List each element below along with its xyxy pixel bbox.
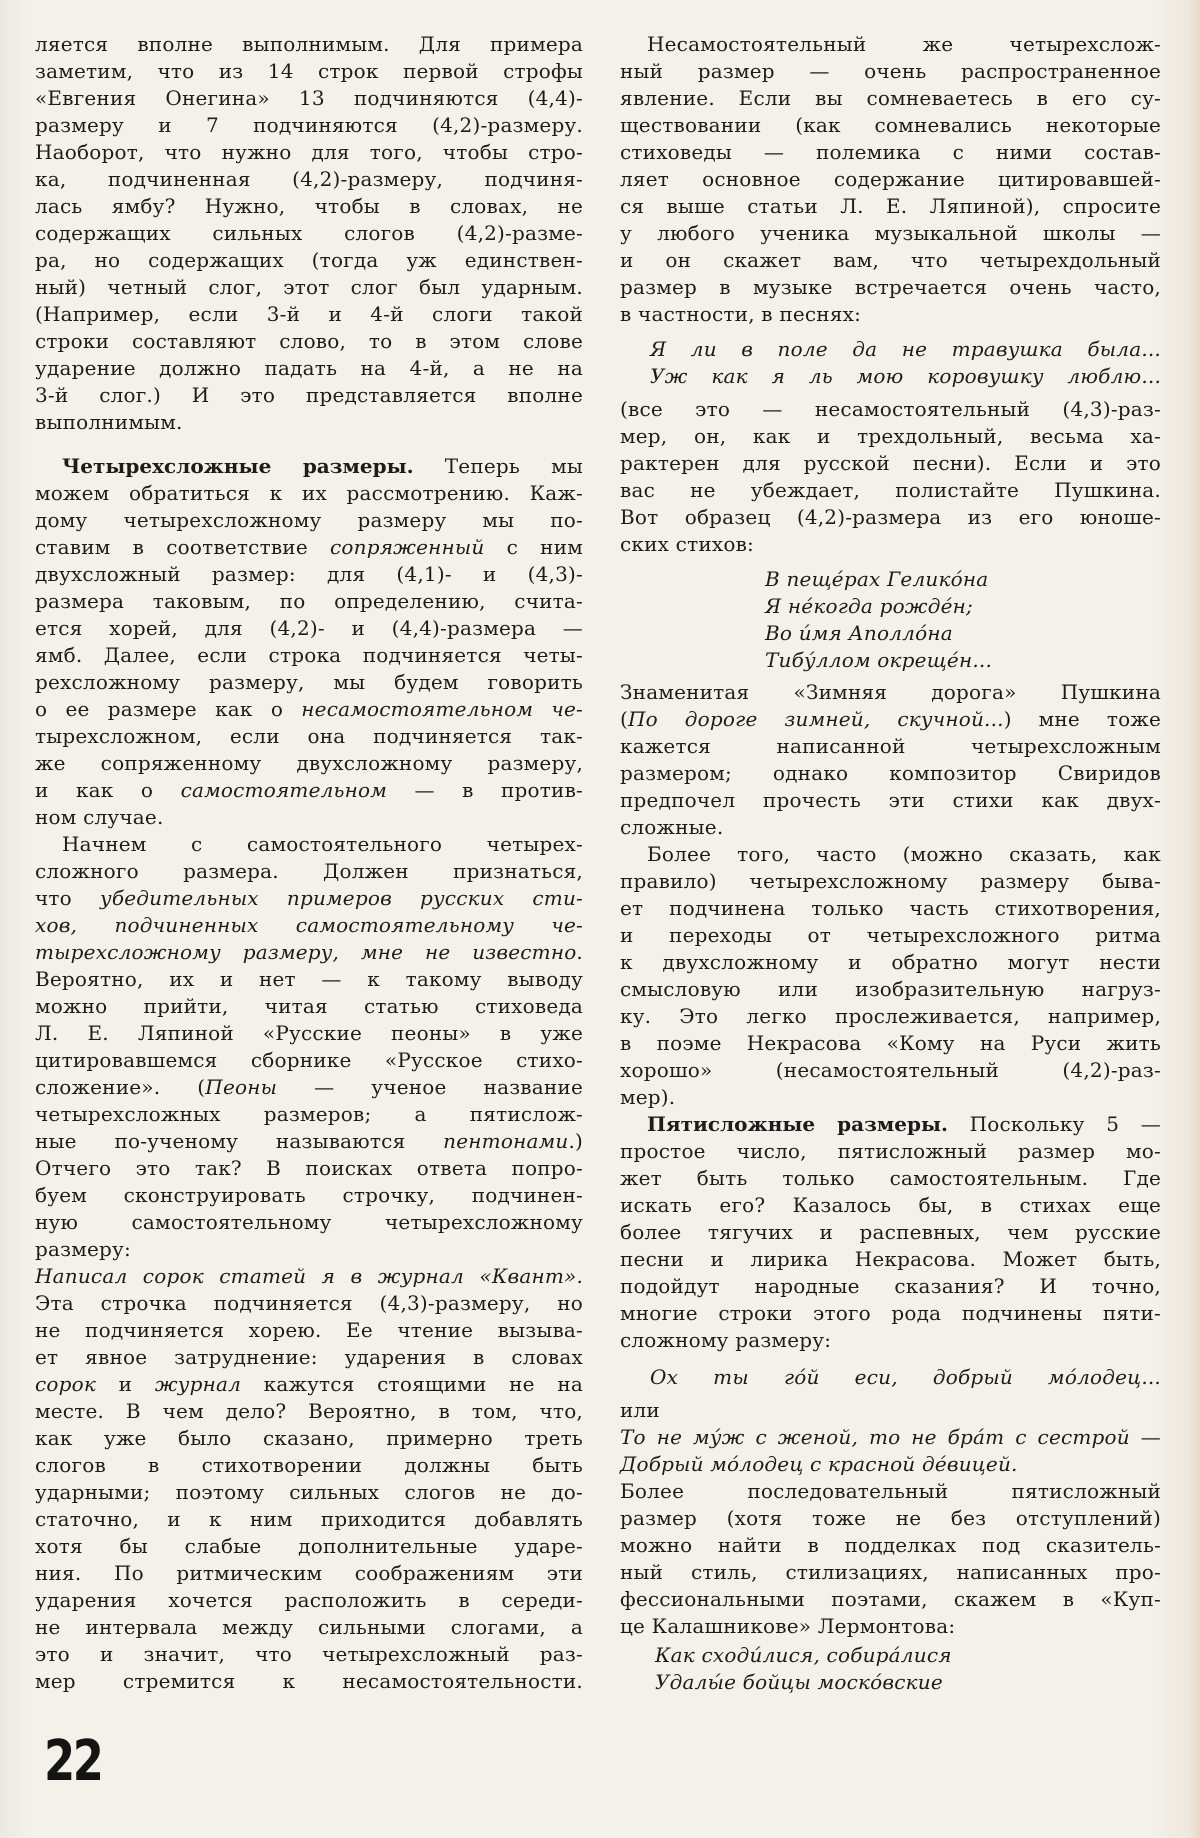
text-line: ударения хочется расположить в середи- [35,1588,583,1612]
text-line: мер). [620,1085,676,1109]
paragraph [620,31,1161,328]
text-line: ляет основное содержание цитировавшей- [620,167,1161,191]
text-line: можно прийти, читая статью стиховеда [35,994,583,1018]
text-line: не интервала между сильными слогами, а [35,1615,583,1639]
text-line: к двухсложному и обратно могут нести [620,950,1161,974]
text-line: Во и́мя Аполло́на [765,621,953,645]
text-line: рактерен для русской песни). Если и это [620,451,1161,475]
text-line: предпочел прочесть эти стихи как двух- [620,788,1161,812]
text-line: Л. Е. Ляпиной «Русские пеоны» в уже [35,1021,583,1045]
text-line: размеру: [35,1237,131,1261]
text-line: Я ли в поле да не травушка была... [650,337,1161,361]
text-line: ставим в соответствие сопряженный с ним [35,535,583,559]
text-line: размером; однако композитор Свиридов [620,761,1161,785]
text-line: подойдут народные сказания? И точно, [620,1274,1161,1298]
paragraph [620,841,1161,1111]
text-line: це Калашникове» Лермонтова: [620,1614,956,1638]
text-line: ществовании (как сомневались некоторые [620,113,1161,137]
text-line: хотя бы слабые дополнительные ударе- [35,1534,583,1558]
paragraph [35,1263,583,1290]
paragraph [620,1111,1161,1354]
text-line: фессиональными поэтами, скажем в «Куп- [620,1587,1161,1611]
paragraph [620,679,1161,841]
text-line: выполнимым. [35,410,183,434]
text-line: лась ямбу? Нужно, чтобы в словах, не [35,194,583,218]
paragraph [620,396,1161,558]
text-line: цитировавшемся сборнике «Русское стихо- [35,1048,583,1072]
text-line: То не му́ж с женой, то не бра́т с сестрой — [620,1425,1161,1449]
text-line: это и значит, что четырехсложный раз- [35,1642,583,1666]
text-line: Уж как я ль мою коровушку люблю... [650,364,1161,388]
paragraph [35,1290,583,1695]
text-line: ка, подчиненная (4,2)-размеру, подчиня- [35,167,583,191]
verse-block [765,566,1161,674]
text-line: Написал сорок статей я в журнал «Квант». [35,1264,583,1288]
paragraph [35,831,583,1263]
verse-block [655,1642,1161,1696]
text-line: двухсложный размер: для (4,1)- и (4,3)- [35,562,583,586]
page-number: 22 [44,1729,102,1794]
text-line: о ее размере как о несамостоятельном че- [35,697,583,721]
verse-block [650,336,1161,390]
text-line: четырехсложных размеров; а пятислож- [35,1102,583,1126]
text-line: сложного размера. Должен признаться, [35,859,583,883]
text-line: искать его? Казалось бы, в стихах еще [620,1193,1161,1217]
text-line: Как сходи́лися, собира́лися [655,1643,952,1667]
text-line: буем сконструировать строчку, подчинен- [35,1183,583,1207]
text-line: у любого ученика музыкальной школы — [620,221,1161,245]
text-line: ную самостоятельному четырехсложному [35,1210,583,1234]
text-line: сорок и журнал кажутся стоящими не на [35,1372,583,1396]
text-column-right [620,31,1161,1696]
text-line: ся выше статьи Л. Е. Ляпиной), спросите [620,194,1161,218]
text-line: кажется написанной четырехсложным [620,734,1161,758]
text-line: явление. Если вы сомневаетесь в его су- [620,86,1161,110]
text-line: Тибу́ллом окреще́н... [765,648,993,672]
text-line: правило) четырехсложному размеру быва- [620,869,1161,893]
text-line: содержащих сильных слогов (4,2)-разме- [35,221,583,245]
text-line: (Например, если 3-й и 4-й слоги такой [35,302,583,326]
text-line: ямб. Далее, если строка подчиняется четы- [35,643,583,667]
text-line: простое число, пятисложный размер мо- [620,1139,1161,1163]
text-line: в поэме Некрасова «Кому на Руси жить [620,1031,1161,1055]
text-line: рехсложному размеру, мы будем говорить [35,670,583,694]
text-line: ном случае. [35,805,164,829]
text-line: ударение должно падать на 4-й, а не на [35,356,583,380]
text-line: как уже было сказано, примерно треть [35,1426,583,1450]
text-line: размеру и 7 подчиняются (4,2)-размеру. [35,113,583,137]
text-line: В пеще́рах Гелико́на [765,567,989,591]
text-line: ный размер — очень распространенное [620,59,1161,83]
text-line: ный) четный слог, этот слог был ударным. [35,275,583,299]
text-line: смысловую или изобразительную нагруз- [620,977,1161,1001]
text-line: Знаменитая «Зимняя дорога» Пушкина [620,680,1161,704]
paragraph [35,31,583,436]
text-line: Наоборот, что нужно для того, чтобы стро- [35,140,583,164]
text-line: ра, но содержащих (тогда уж единствен- [35,248,583,272]
text-line: что убедительных примеров русских сти- [35,886,583,910]
text-line: ет подчинена только часть стихотворения, [620,896,1161,920]
text-line: строки составляют слово, то в этом слове [35,329,583,353]
text-line: «Евгения Онегина» 13 подчиняются (4,4)- [35,86,583,110]
text-line: вас не убеждает, полистайте Пушкина. [620,478,1161,502]
text-line: тырехсложному размеру, мне не известно. [35,940,583,964]
text-line: Вот образец (4,2)-размера из его юноше- [620,505,1161,529]
text-line: не подчиняется хорею. Ее чтение вызыва- [35,1318,583,1342]
text-line: хорошо» (несамостоятельный (4,2)-раз- [620,1058,1161,1082]
text-line: и как о самостоятельном — в против- [35,778,583,802]
text-line: тырехсложном, если она подчиняется так- [35,724,583,748]
text-line: мер, он, как и трехдольный, весьма ха- [620,424,1161,448]
text-line: более тягучих и распевных, чем русские [620,1220,1161,1244]
text-line: или [620,1398,660,1422]
text-column-left [35,31,583,1695]
text-line: же сопряженному двухсложному размеру, [35,751,583,775]
text-line: Несамостоятельный же четырехслож- [647,32,1161,56]
text-line: хов, подчиненных самостоятельному че- [35,913,583,937]
text-line: ный стиль, стилизациях, написанных про- [620,1560,1161,1584]
text-line: размер в музыке встречается очень часто, [620,275,1161,299]
text-line: заметим, что из 14 строк первой строфы [35,59,583,83]
text-line: ляется вполне выполнимым. Для примера [35,32,583,56]
text-line: (По дороге зимней, скучной...) мне тоже [620,707,1161,731]
text-line: (все это — несамостоятельный (4,3)-раз- [620,397,1161,421]
text-line: Удалы́е бойцы моско́вские [655,1670,943,1694]
text-line: размер (хотя тоже не без отступлений) [620,1506,1161,1530]
text-line: сложение». (Пеоны — ученое название [35,1075,583,1099]
text-line: Добрый мо́лодец с красной де́вицей. [620,1452,1018,1476]
text-line: слогов в стихотворении должны быть [35,1453,583,1477]
text-line: ских стихов: [620,532,754,556]
text-line: ет явное затруднение: ударения в словах [35,1345,583,1369]
text-line: Отчего это так? В поисках ответа попро- [35,1156,583,1180]
text-line: Ох ты го́й еси, добрый мо́лодец... [650,1365,1161,1389]
text-line: статочно, и к ним приходится добавлять [35,1507,583,1531]
paragraph [620,1397,1161,1424]
text-line: Пятисложные размеры. Поскольку 5 — [647,1112,1161,1136]
text-line: Эта строчка подчиняется (4,3)-размеру, но [35,1291,583,1315]
text-line: ные по-ученому называются пентонами.) [35,1129,583,1153]
text-line: можем обратиться к их рассмотрению. Каж- [35,481,583,505]
text-line: ния. По ритмическим соображениям эти [35,1561,583,1585]
text-line: ударными; поэтому сильных слогов не до- [35,1480,583,1504]
text-line: жет быть только самостоятельным. Где [620,1166,1161,1190]
text-line: мер стремится к несамостоятельности. [35,1669,583,1693]
text-line: Четырехсложные размеры. Теперь мы [62,454,583,478]
text-line: дому четырехсложному размеру мы по- [35,508,583,532]
text-line: песни и лирика Некрасова. Может быть, [620,1247,1161,1271]
text-line: Начнем с самостоятельного четырех- [62,832,583,856]
text-line: месте. В чем дело? Вероятно, в том, что, [35,1399,583,1423]
verse-block [650,1364,1161,1391]
text-line: в частности, в песнях: [620,302,862,326]
text-line: ку. Это легко прослеживается, например, [620,1004,1161,1028]
paragraph [620,1424,1161,1478]
text-line: стиховеды — полемика с ними состав- [620,140,1161,164]
text-line: можно найти в подделках под сказитель- [620,1533,1161,1557]
text-line: размера таковым, по определению, счита- [35,589,583,613]
text-line: и он скажет вам, что четырехдольный [620,248,1161,272]
text-line: 3-й слог.) И это представляется вполне [35,383,583,407]
text-line: Я не́когда рожде́н; [765,594,973,618]
paragraph [35,453,583,831]
text-line: Более последовательный пятисложный [620,1479,1161,1503]
paragraph [620,1478,1161,1640]
text-line: многие строки этого рода подчинены пяти- [620,1301,1161,1325]
text-line: сложные. [620,815,724,839]
text-line: ется хорей, для (4,2)- и (4,4)-размера — [35,616,583,640]
text-line: сложному размеру: [620,1328,832,1352]
text-line: и переходы от четырехсложного ритма [620,923,1161,947]
text-line: Вероятно, их и нет — к такому выводу [35,967,583,991]
text-line: Более того, часто (можно сказать, как [647,842,1161,866]
